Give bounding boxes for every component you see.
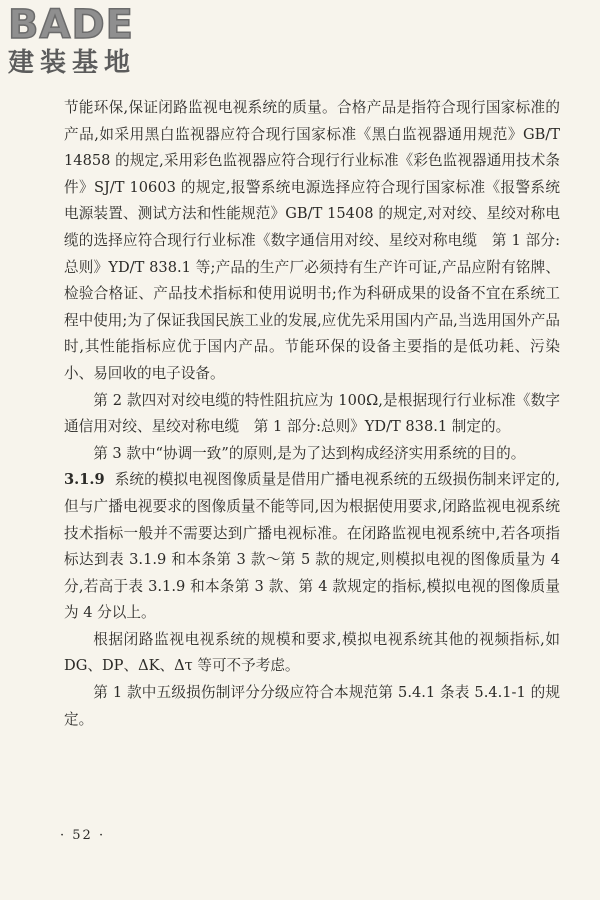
page-number: · 52 · bbox=[60, 828, 106, 843]
clause-3-1-9 bbox=[64, 467, 560, 627]
logo-wordmark: BADE bbox=[8, 2, 134, 48]
bade-logo bbox=[8, 4, 178, 78]
logo-subtitle: 建装基地 bbox=[8, 48, 137, 78]
paragraph-clause-3: 第 3 款中“协调一致”的原则,是为了达到构成经济实用系统的目的。 bbox=[93, 444, 526, 462]
paragraph-video-indicators: 根据闭路监视电视系统的规模和要求,模拟电视系统其他的视频指标,如 DG、DP、ΔK、Δτ 等可不予考虑。 bbox=[64, 630, 560, 675]
document-body bbox=[64, 95, 560, 733]
clause-text: 系统的模拟电视图像质量是借用广播电视系统的五级损伤制来评定的,但与广播电视要求的图像质量不能等同,因为根据使用要求,闭路监视电视系统技术指标一般并不需要达到广播电视标准。在闭路监视电视系统中,若各项指标达到表 3.1.9 和本条第 3 款～第 5 款的规定,则模拟电视的图像质量为 4 分,若高于表 3.1.9 和本条第 3 款、第 4 款规定的指标,模拟电视的图像质量为 4 分以上。 bbox=[64, 471, 560, 622]
paragraph-grading: 第 1 款中五级损伤制评分分级应符合本规范第 5.4.1 条表 5.4.1-1 的规定。 bbox=[64, 684, 560, 728]
paragraph-continuation: 节能环保,保证闭路监视电视系统的质量。合格产品是指符合现行国家标准的产品,如采用黑白监视器应符合现行国家标准《黑白监视器通用规范》GB/T 14858 的规定,采用彩色监视器应符合现行行业标准《彩色监视器通用技术条件》SJ/T 10603 的规定,报警系统电源选择应符合现行国家标准《报警系统电源装置、测试方法和性能规范》GB/T 15408 的规定,对对绞、星绞对称电缆的选择应符合现行行业标准《数字通信用对绞、星绞对称电缆 第 1 部分:总则》YD/T 838.1 等;产品的生产厂必须持有生产许可证,产品应附有铭牌、检验合格证、产品技术指标和使用说明书;作为科研成果的设备不宜在系统工程中使用;为了保证我国民族工业的发展,应优先采用国内产品,当选用国外产品时,其性能指标应优于国内产品。节能环保的设备主要指的是低功耗、污染小、易回收的电子设备。 bbox=[64, 99, 560, 382]
paragraph-clause-2: 第 2 款四对对绞电缆的特性阻抗应为 100Ω,是根据现行行业标准《数字通信用对绞、星绞对称电缆 第 1 部分:总则》YD/T 838.1 制定的。 bbox=[64, 391, 560, 436]
clause-number: 3.1.9 bbox=[64, 471, 105, 489]
